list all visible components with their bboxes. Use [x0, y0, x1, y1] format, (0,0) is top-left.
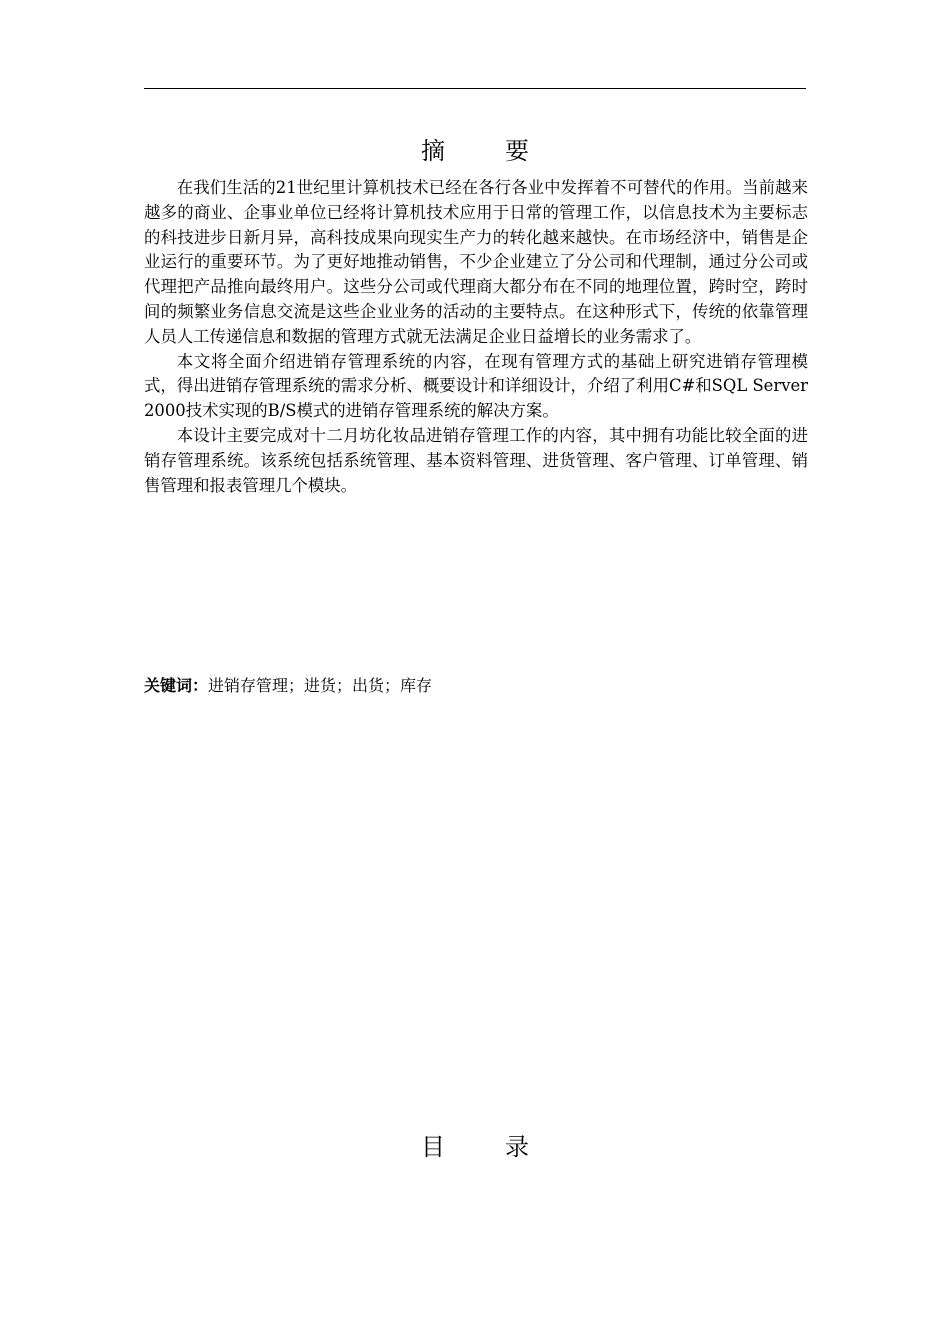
- abstract-paragraph-2: 本文将全面介绍进销存管理系统的内容，在现有管理方式的基础上研究进销存管理模式，得出进销存管理系统的需求分析、概要设计和详细设计，介绍了利用C#和SQL Server 2000技术实现的B/S模式的进销存管理系统的解决方案。: [144, 351, 808, 421]
- abstract-paragraph-3: 本设计主要完成对十二月坊化妆品进销存管理工作的内容，其中拥有功能比较全面的进销存管理系统。该系统包括系统管理、基本资料管理、进货管理、客户管理、订单管理、销售管理和报表管理几个模块。: [144, 425, 808, 495]
- abstract-body: [144, 176, 808, 498]
- header-rule: [144, 88, 806, 89]
- toc-title: 目 录: [421, 1133, 547, 1161]
- abstract-title: 摘 要: [421, 137, 547, 165]
- keywords-label: 关键词：: [144, 676, 209, 695]
- keywords-line: [144, 674, 806, 698]
- keywords-value: 进销存管理；进货；出货；库存: [208, 676, 433, 695]
- abstract-paragraph-1: 在我们生活的21世纪里计算机技术已经在各行各业中发挥着不可替代的作用。当前越来越多的商业、企事业单位已经将计算机技术应用于日常的管理工作，以信息技术为主要标志的科技进步日新月异，高科技成果向现实生产力的转化越来越快。在市场经济中，销售是企业运行的重要环节。为了更好地推动销售，不少企业建立了分公司和代理制，通过分公司或代理把产品推向最终用户。这些分公司或代理商大都分布在不同的地理位置，跨时空，跨时间的频繁业务信息交流是这些企业业务的活动的主要特点。在这种形式下，传统的依靠管理人员人工传递信息和数据的管理方式就无法满足企业日益增长的业务需求了。: [144, 178, 808, 346]
